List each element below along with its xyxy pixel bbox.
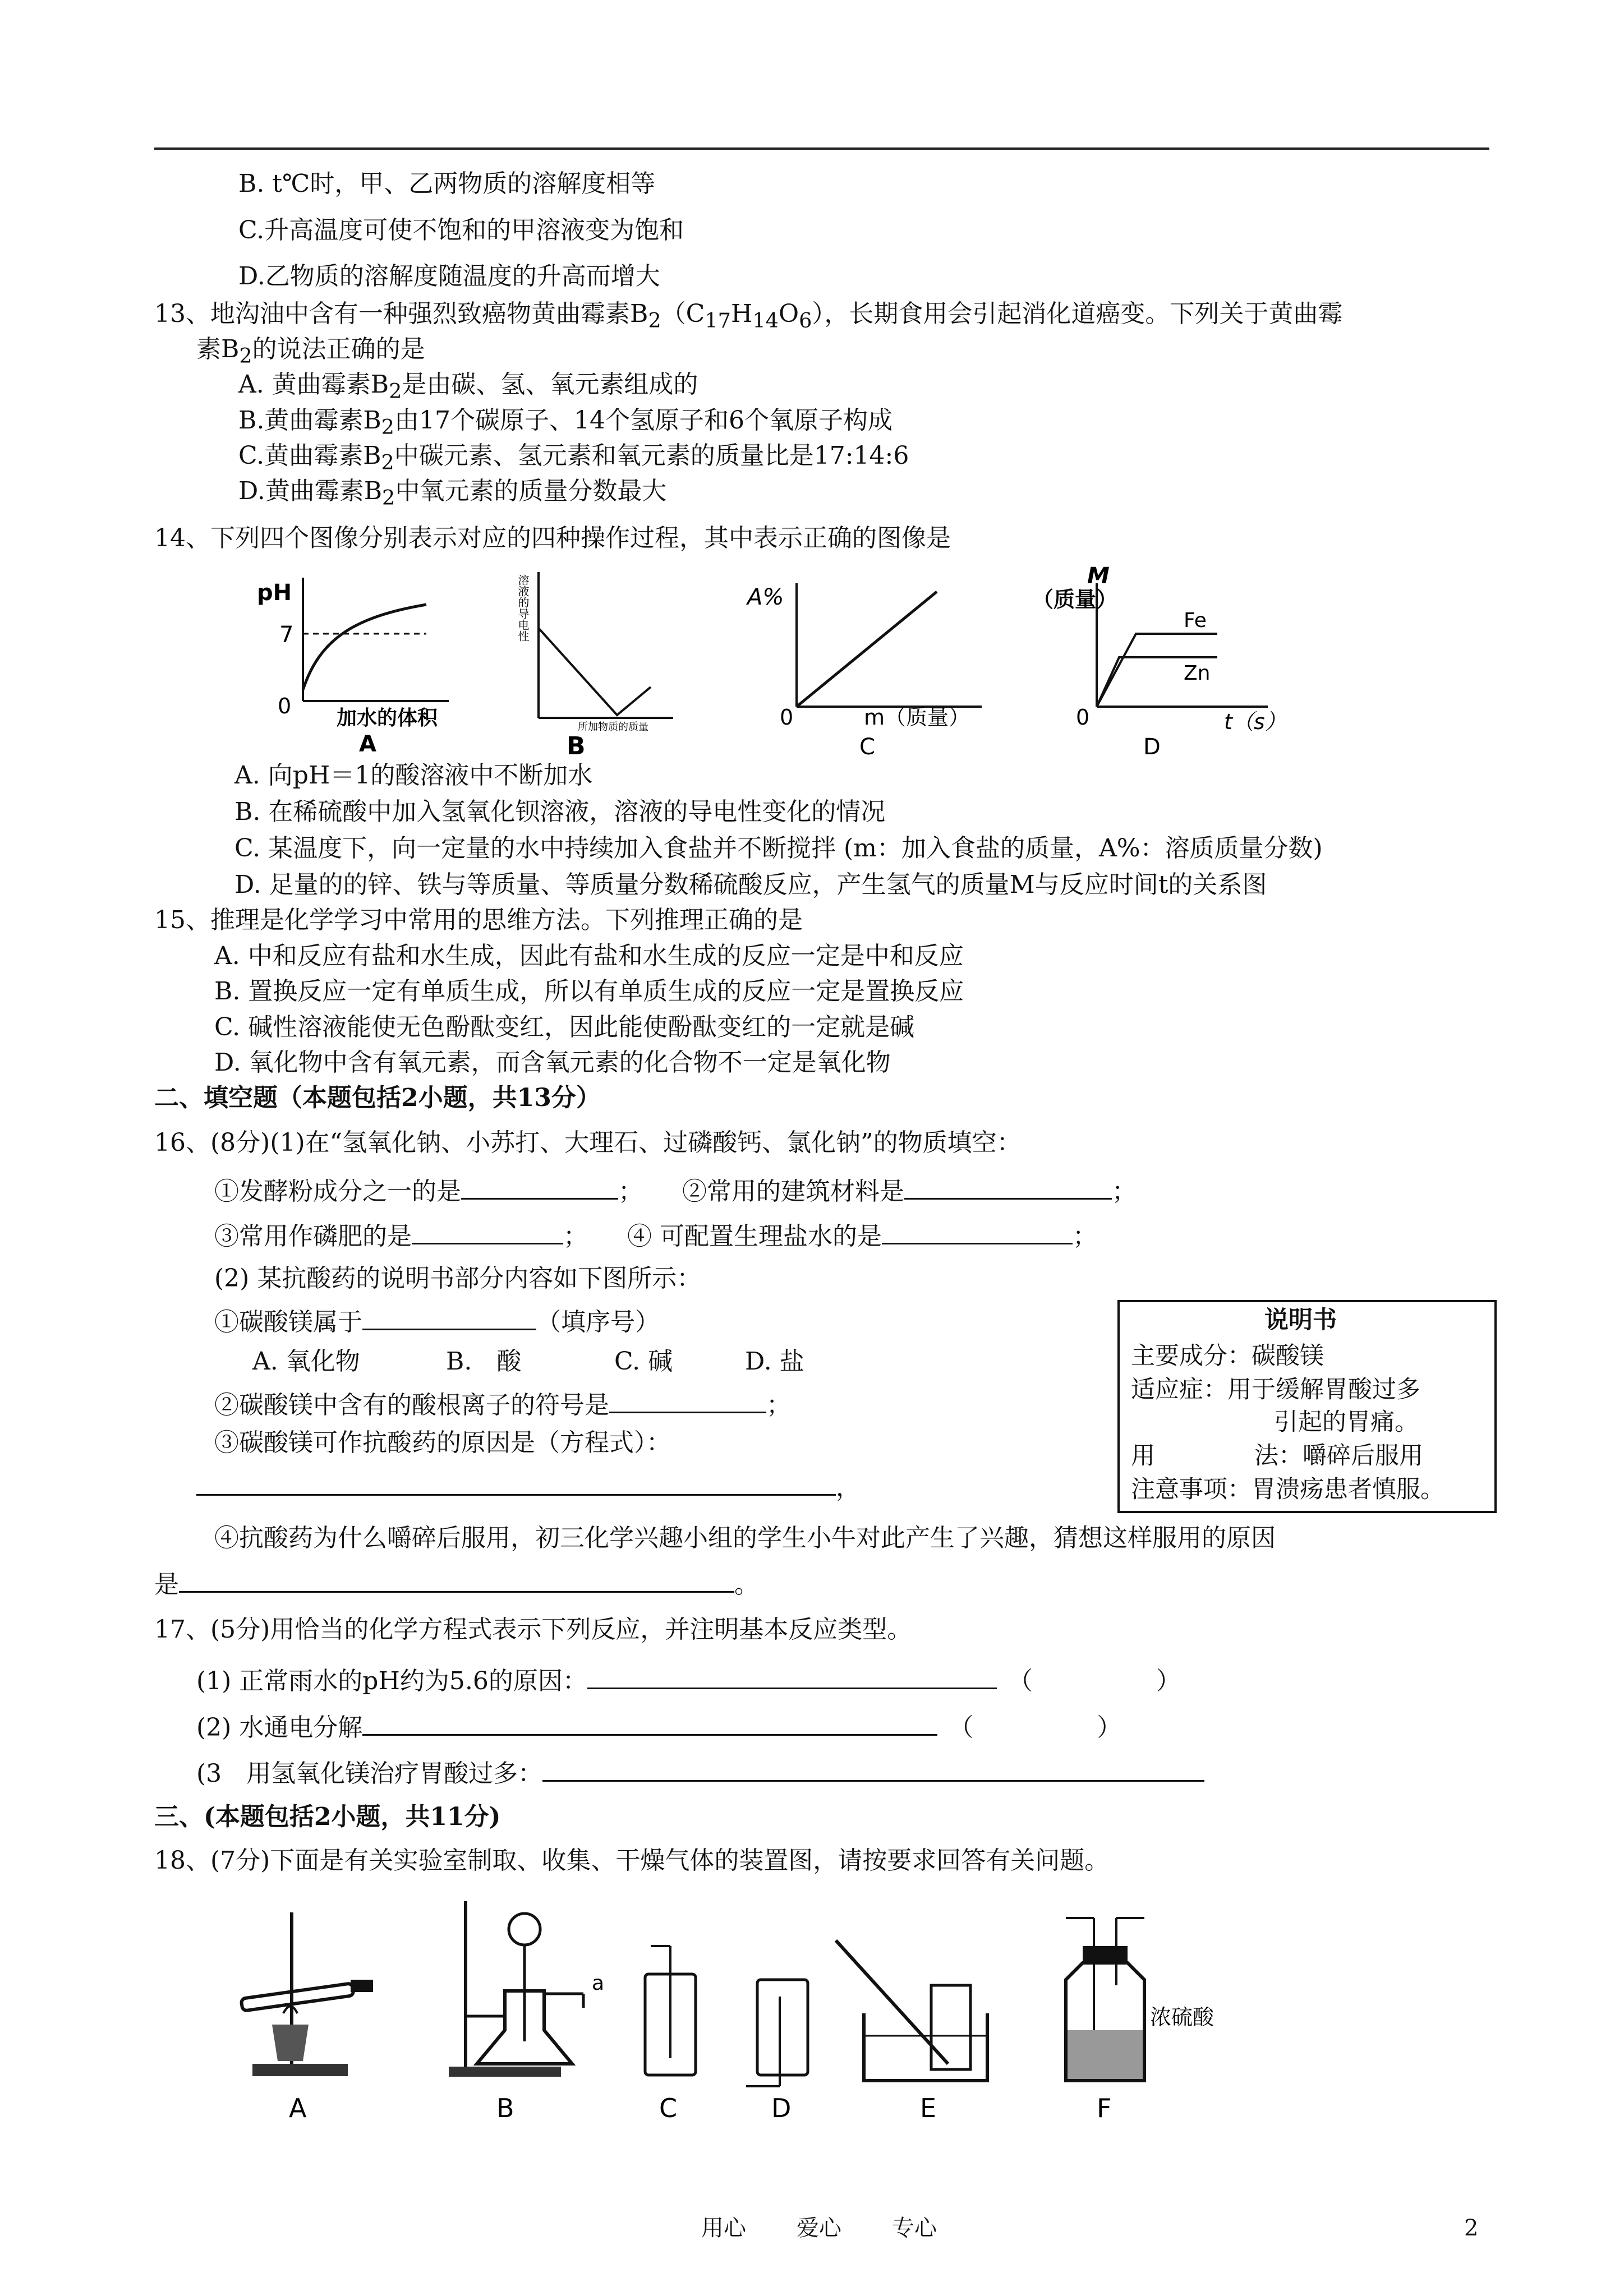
apparatus-label-f: F bbox=[1097, 2093, 1112, 2123]
manual-line-indication: 适应症：用于缓解胃酸过多 bbox=[1131, 1376, 1420, 1404]
conductivity-line bbox=[539, 628, 651, 715]
q15-option-a: A. 中和反应有盐和水生成，因此有盐和水生成的反应一定是中和反应 bbox=[214, 942, 964, 970]
answer-blank[interactable] bbox=[362, 1709, 937, 1736]
answer-blank[interactable] bbox=[587, 1663, 997, 1689]
origin-label: 0 bbox=[1076, 705, 1090, 730]
answer-blank[interactable] bbox=[609, 1387, 766, 1413]
axis-label-y: 溶液的导电性 bbox=[516, 574, 530, 642]
q12-option-d: D.乙物质的溶解度随温度的升高而增大 bbox=[238, 262, 660, 291]
subscript: 6 bbox=[799, 308, 812, 333]
q16-sub3: ③碳酸镁可作抗酸药的原因是（方程式）： bbox=[214, 1428, 671, 1457]
q13-option-c bbox=[238, 440, 909, 478]
reaction-type-blank[interactable] bbox=[973, 1711, 1097, 1736]
answer-blank[interactable] bbox=[882, 1218, 1073, 1244]
option-text: D.黄曲霉素B bbox=[238, 477, 383, 505]
graph-letter: D bbox=[1143, 734, 1161, 760]
apparatus-label-d: D bbox=[771, 2093, 792, 2123]
apparatus-label-c: C bbox=[659, 2093, 678, 2123]
prompt-text: ①碳酸镁属于 bbox=[214, 1308, 362, 1336]
manual-line-usage-label: 用 bbox=[1131, 1442, 1155, 1470]
subscript: 2 bbox=[239, 343, 252, 368]
axis-label-x: 所加物质的质量 bbox=[578, 721, 648, 733]
graph-b bbox=[482, 561, 696, 763]
q17-item1 bbox=[196, 1663, 1181, 1697]
q16-sub4-answer bbox=[154, 1566, 759, 1601]
option-text: 由17个碳原子、14个氢原子和6个氧原子构成 bbox=[394, 406, 892, 435]
prompt-text: ④ 可配置生理盐水的是 bbox=[627, 1222, 882, 1251]
q13-option-d bbox=[238, 476, 666, 514]
subscript: 2 bbox=[381, 414, 394, 439]
q14-option-d: D. 足量的的锌、铁与等质量、等质量分数稀硫酸反应，产生氢气的质量M与反应时间t的关系图 bbox=[234, 870, 1267, 899]
q13-stem-text: 素B bbox=[196, 335, 240, 363]
q16-sub4: ④抗酸药为什么嚼碎后服用，初三化学兴趣小组的学生小牛对此产生了兴趣，猜想这样服用的原因 bbox=[214, 1524, 1276, 1552]
punctuation: ， bbox=[836, 1473, 861, 1502]
answer-blank[interactable] bbox=[362, 1304, 536, 1330]
q15-option-b: B. 置换反应一定有单质生成，所以有单质生成的反应一定是置换反应 bbox=[214, 977, 964, 1006]
option-text: 中碳元素、氢元素和氧元素的质量比是17:14:6 bbox=[394, 441, 909, 470]
q14-option-a: A. 向pH＝1的酸溶液中不断加水 bbox=[234, 761, 593, 790]
q16-sub3-answer bbox=[196, 1469, 861, 1504]
apparatus-f bbox=[1066, 1918, 1214, 2123]
option-text: 中氧元素的质量分数最大 bbox=[395, 477, 667, 505]
q15-option-d: D. 氧化物中含有氧元素，而含氧元素的化合物不一定是氧化物 bbox=[214, 1048, 891, 1077]
tick-label-7: 7 bbox=[279, 622, 294, 648]
answer-blank[interactable] bbox=[461, 1173, 618, 1200]
apparatus-label-a: A bbox=[289, 2093, 307, 2123]
paren: （ bbox=[949, 1713, 974, 1742]
q17-item3 bbox=[196, 1755, 1204, 1790]
lab-apparatus-figure bbox=[224, 1896, 1290, 2131]
graph-letter: B bbox=[567, 732, 586, 760]
subscript: 14 bbox=[752, 308, 779, 333]
prompt-text: ②碳酸镁中含有的酸根离子的符号是 bbox=[214, 1391, 609, 1419]
manual-title: 说明书 bbox=[1264, 1306, 1337, 1334]
q16-choice-d: D. 盐 bbox=[745, 1347, 804, 1376]
prompt-text: ③常用作磷肥的是 bbox=[214, 1222, 412, 1251]
prompt-text: ①发酵粉成分之一的是 bbox=[214, 1177, 461, 1206]
series-label-fe: Fe bbox=[1184, 609, 1207, 632]
answer-blank[interactable] bbox=[904, 1173, 1112, 1200]
prompt-text: ②常用的建筑材料是 bbox=[682, 1177, 904, 1206]
option-text: B.黄曲霉素B bbox=[238, 406, 381, 435]
q15-stem: 15、推理是化学学习中常用的思维方法。下列推理正确的是 bbox=[154, 906, 803, 934]
axis-label-y: A% bbox=[747, 584, 784, 610]
punctuation: ； bbox=[563, 1222, 588, 1251]
q16-choice-a: A. 氧化物 bbox=[252, 1347, 360, 1376]
punctuation: ； bbox=[1073, 1222, 1097, 1251]
subscript: 17 bbox=[705, 308, 731, 333]
prompt-text: (1) 正常雨水的pH约为5.6的原因： bbox=[196, 1667, 587, 1695]
subscript: 2 bbox=[381, 450, 394, 474]
option-text: 是由碳、氢、氧元素组成的 bbox=[402, 370, 698, 399]
manual-line-ingredient: 主要成分：碳酸镁 bbox=[1131, 1342, 1324, 1370]
q13-stem-text: 的说法正确的是 bbox=[252, 335, 425, 363]
q14-option-c: C. 某温度下，向一定量的水中持续加入食盐并不断搅拌 (m：加入食盐的质量，A%：溶质质量分数) bbox=[234, 834, 1323, 863]
q16-sub2 bbox=[214, 1387, 791, 1421]
q16-row2 bbox=[214, 1218, 1097, 1252]
option-text: C.黄曲霉素B bbox=[238, 441, 381, 470]
q17-stem: 17、(5分)用恰当的化学方程式表示下列反应，并注明基本反应类型。 bbox=[154, 1615, 912, 1644]
section-3-heading: 三、(本题包括2小题，共11分) bbox=[154, 1802, 501, 1831]
subscript: 2 bbox=[389, 379, 402, 403]
q16-row1 bbox=[214, 1173, 1137, 1207]
origin-label: 0 bbox=[780, 705, 794, 730]
punctuation: ； bbox=[618, 1177, 643, 1206]
apparatus-b bbox=[449, 1901, 604, 2123]
q16-choice-c: C. 碱 bbox=[614, 1347, 673, 1376]
header-rule bbox=[154, 147, 1489, 150]
axis-label-ph: pH bbox=[257, 580, 292, 606]
answer-blank[interactable] bbox=[542, 1755, 1204, 1782]
q17-item2 bbox=[196, 1709, 1121, 1744]
q16-part2-intro: (2) 某抗酸药的说明书部分内容如下图所示： bbox=[214, 1264, 702, 1293]
paren: ） bbox=[1156, 1667, 1181, 1695]
q13-stem-line1 bbox=[154, 298, 1342, 336]
q16-choice-b: B. 酸 bbox=[446, 1347, 522, 1376]
apparatus-c bbox=[645, 1946, 696, 2123]
answer-blank[interactable] bbox=[179, 1566, 734, 1593]
graph-letter: C bbox=[859, 734, 875, 760]
punctuation: 。 bbox=[734, 1570, 759, 1599]
percent-line bbox=[797, 592, 937, 707]
apparatus-label-b: B bbox=[496, 2093, 514, 2123]
apparatus-a bbox=[241, 1912, 373, 2123]
manual-line-caution: 注意事项：胃溃疡患者慎服。 bbox=[1131, 1476, 1444, 1504]
graph-a bbox=[247, 566, 460, 757]
q16-stem: 16、(8分)(1)在“氢氧化钠、小苏打、大理石、过磷酸钙、氯化钠”的物质填空： bbox=[154, 1128, 1022, 1157]
reaction-type-blank[interactable] bbox=[1033, 1665, 1156, 1689]
q13-stem-text: ），长期食用会引起消化道癌变。下列关于黄曲霉 bbox=[812, 299, 1343, 328]
manual-line-indication-cont: 引起的胃痛。 bbox=[1274, 1408, 1419, 1436]
footer-word-2: 爱心 bbox=[797, 2215, 841, 2241]
answer-blank[interactable] bbox=[412, 1218, 563, 1244]
punctuation: ； bbox=[1112, 1177, 1137, 1206]
formula-part: O bbox=[779, 299, 799, 328]
apparatus-e bbox=[836, 1940, 987, 2123]
q15-option-c: C. 碱性溶液能使无色酚酞变红，因此能使酚酞变红的一定就是碱 bbox=[214, 1013, 915, 1041]
q12-option-b: B. t℃时，甲、乙两物质的溶解度相等 bbox=[238, 169, 656, 198]
footer-word-1: 用心 bbox=[701, 2215, 746, 2241]
q13-stem-line2 bbox=[196, 334, 425, 372]
axis-label-x: t（s） bbox=[1224, 709, 1286, 734]
medicine-manual-box bbox=[1117, 1300, 1497, 1513]
formula-part: H bbox=[730, 299, 753, 328]
option-text: A. 黄曲霉素B bbox=[238, 370, 389, 399]
paren: ） bbox=[1097, 1713, 1122, 1742]
manual-line-usage: 法：嚼碎后服用 bbox=[1254, 1442, 1423, 1470]
axis-label-mass: （质量） bbox=[1032, 587, 1118, 612]
q13-option-b bbox=[238, 405, 892, 443]
q18-stem: 18、(7分)下面是有关实验室制取、收集、干燥气体的装置图，请按要求回答有关问题。 bbox=[154, 1846, 1110, 1875]
apparatus-label-e: E bbox=[920, 2093, 937, 2123]
graph-d bbox=[1021, 561, 1286, 763]
axis-label-x: m（质量） bbox=[864, 705, 970, 730]
apparatus-d bbox=[746, 1980, 808, 2123]
axis-label-x: 加水的体积 bbox=[337, 707, 438, 730]
q12-option-c: C.升高温度可使不饱和的甲溶液变为饱和 bbox=[238, 216, 684, 245]
graph-c bbox=[735, 566, 993, 763]
formula-part: （C bbox=[661, 299, 705, 328]
origin-label: 0 bbox=[278, 694, 292, 718]
footer-word-3: 专心 bbox=[892, 2215, 937, 2241]
subscript: 2 bbox=[648, 308, 661, 333]
prompt-text: 是 bbox=[154, 1570, 179, 1599]
q16-sub1 bbox=[214, 1304, 660, 1338]
apparatus-label-small-a: a bbox=[592, 1972, 605, 1995]
page-number: 2 bbox=[1464, 2215, 1479, 2241]
answer-blank[interactable] bbox=[196, 1469, 836, 1496]
prompt-text: （填序号） bbox=[536, 1308, 660, 1336]
subscript: 2 bbox=[382, 485, 395, 510]
prompt-text: (3 用氢氧化镁治疗胃酸过多： bbox=[196, 1759, 543, 1788]
axis-label-m: M bbox=[1087, 563, 1110, 589]
ph-curve bbox=[303, 605, 426, 690]
q14-stem: 14、下列四个图像分别表示对应的四种操作过程，其中表示正确的图像是 bbox=[154, 524, 951, 552]
paren: （ bbox=[1007, 1667, 1033, 1695]
acid-label: 浓硫酸 bbox=[1150, 2005, 1214, 2030]
q13-option-a bbox=[238, 369, 698, 407]
graph-letter: A bbox=[359, 731, 376, 757]
q13-stem-text: 13、地沟油中含有一种强烈致癌物黄曲霉素B bbox=[154, 299, 648, 328]
q14-option-b: B. 在稀硫酸中加入氢氧化钡溶液，溶液的导电性变化的情况 bbox=[234, 797, 886, 826]
section-2-heading: 二、填空题（本题包括2小题，共13分） bbox=[154, 1084, 601, 1112]
prompt-text: (2) 水通电分解 bbox=[196, 1713, 363, 1742]
series-label-zn: Zn bbox=[1184, 662, 1211, 685]
punctuation: ； bbox=[766, 1391, 791, 1419]
